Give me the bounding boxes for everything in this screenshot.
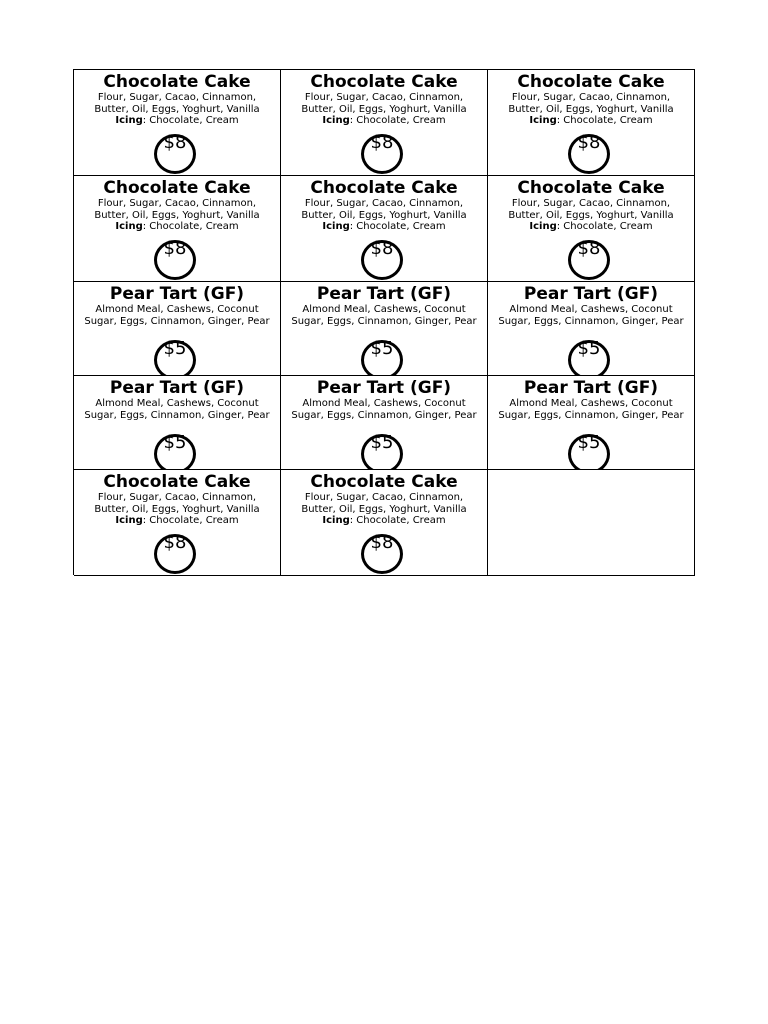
label-cell-chocolate-cake (74, 70, 281, 175)
icing-label: Icing (115, 115, 143, 126)
label-cell-chocolate-cake (74, 470, 281, 575)
price-text: $5 (577, 432, 601, 453)
icing-value: : Chocolate, Cream (349, 115, 446, 126)
product-title: Chocolate Cake (517, 72, 665, 92)
ingredients-line: Flour, Sugar, Cacao, Cinnamon, (511, 198, 671, 209)
price-text: $8 (370, 532, 394, 553)
icing-label: Icing (529, 115, 557, 126)
price-circle (361, 340, 403, 375)
icing-label: Icing (322, 221, 350, 232)
label-cell-pear-tart (488, 376, 695, 469)
price-circle (154, 240, 196, 280)
label-cell-pear-tart (281, 376, 488, 469)
icing-line (488, 221, 694, 233)
ingredients-line: Butter, Oil, Eggs, Yoghurt, Vanilla (508, 103, 674, 115)
ingredients-line: Flour, Sugar, Cacao, Cinnamon, (304, 198, 464, 209)
product-title: Pear Tart (GF) (316, 284, 452, 304)
ingredients-line: Almond Meal, Cashews, Coconut (509, 398, 673, 409)
price-circle (568, 434, 610, 469)
product-title: Pear Tart (GF) (523, 378, 659, 398)
icing-label: Icing (115, 221, 143, 232)
price-circle (154, 534, 196, 574)
label-cell-chocolate-cake (74, 176, 281, 281)
label-row (74, 176, 695, 282)
icing-line (74, 115, 280, 127)
label-cell-chocolate-cake (281, 70, 488, 175)
ingredients-line: Flour, Sugar, Cacao, Cinnamon, (511, 92, 671, 103)
price-circle (154, 134, 196, 174)
label-sheet (73, 69, 695, 575)
icing-value: : Chocolate, Cream (349, 515, 446, 526)
icing-value: : Chocolate, Cream (142, 115, 239, 126)
icing-label: Icing (115, 515, 143, 526)
price-circle (361, 534, 403, 574)
icing-line (281, 515, 487, 527)
label-cell-chocolate-cake (488, 176, 695, 281)
ingredients-line: Butter, Oil, Eggs, Yoghurt, Vanilla (301, 209, 467, 221)
label-row (74, 282, 695, 376)
price-circle (361, 434, 403, 469)
label-row (74, 376, 695, 470)
ingredients-line: Almond Meal, Cashews, Coconut (302, 304, 466, 315)
label-cell-chocolate-cake (281, 470, 488, 575)
ingredients-line: Sugar, Eggs, Cinnamon, Ginger, Pear (498, 409, 684, 421)
price-text: $5 (370, 432, 394, 453)
product-title: Pear Tart (GF) (316, 378, 452, 398)
product-title: Chocolate Cake (310, 472, 458, 492)
price-text: $8 (370, 132, 394, 153)
product-title: Pear Tart (GF) (523, 284, 659, 304)
ingredients-line: Flour, Sugar, Cacao, Cinnamon, (304, 492, 464, 503)
price-circle (361, 134, 403, 174)
icing-line (281, 115, 487, 127)
price-text: $5 (163, 432, 187, 453)
label-cell-chocolate-cake (281, 176, 488, 281)
product-title: Chocolate Cake (517, 178, 665, 198)
icing-line (74, 515, 280, 527)
ingredients-line: Almond Meal, Cashews, Coconut (509, 304, 673, 315)
price-text: $5 (163, 338, 187, 359)
product-title: Chocolate Cake (103, 472, 251, 492)
icing-value: : Chocolate, Cream (349, 221, 446, 232)
ingredients-line: Sugar, Eggs, Cinnamon, Ginger, Pear (291, 409, 477, 421)
icing-label: Icing (322, 515, 350, 526)
ingredients-line: Sugar, Eggs, Cinnamon, Ginger, Pear (84, 315, 270, 327)
price-text: $8 (163, 532, 187, 553)
price-circle (361, 240, 403, 280)
icing-value: : Chocolate, Cream (556, 221, 653, 232)
product-title: Pear Tart (GF) (109, 284, 245, 304)
ingredients-line: Sugar, Eggs, Cinnamon, Ginger, Pear (291, 315, 477, 327)
product-title: Pear Tart (GF) (109, 378, 245, 398)
ingredients-line: Butter, Oil, Eggs, Yoghurt, Vanilla (301, 103, 467, 115)
label-cell-pear-tart (488, 282, 695, 375)
price-circle (568, 134, 610, 174)
icing-line (488, 115, 694, 127)
price-circle (154, 434, 196, 469)
label-row (74, 70, 695, 176)
ingredients-line: Butter, Oil, Eggs, Yoghurt, Vanilla (94, 209, 260, 221)
ingredients-line: Sugar, Eggs, Cinnamon, Ginger, Pear (498, 315, 684, 327)
icing-line (281, 221, 487, 233)
ingredients-line: Butter, Oil, Eggs, Yoghurt, Vanilla (94, 503, 260, 515)
ingredients-line: Butter, Oil, Eggs, Yoghurt, Vanilla (94, 103, 260, 115)
price-text: $8 (163, 132, 187, 153)
ingredients-line: Flour, Sugar, Cacao, Cinnamon, (97, 198, 257, 209)
ingredients-line: Sugar, Eggs, Cinnamon, Ginger, Pear (84, 409, 270, 421)
ingredients-line: Almond Meal, Cashews, Coconut (95, 304, 259, 315)
icing-value: : Chocolate, Cream (142, 515, 239, 526)
icing-value: : Chocolate, Cream (142, 221, 239, 232)
price-circle (568, 340, 610, 375)
icing-label: Icing (529, 221, 557, 232)
price-text: $5 (577, 338, 601, 359)
price-text: $8 (163, 238, 187, 259)
price-text: $5 (370, 338, 394, 359)
ingredients-line: Flour, Sugar, Cacao, Cinnamon, (304, 92, 464, 103)
ingredients-line: Butter, Oil, Eggs, Yoghurt, Vanilla (301, 503, 467, 515)
label-cell-pear-tart (74, 376, 281, 469)
label-cell-chocolate-cake (488, 70, 695, 175)
product-title: Chocolate Cake (310, 178, 458, 198)
ingredients-line: Almond Meal, Cashews, Coconut (302, 398, 466, 409)
product-title: Chocolate Cake (103, 72, 251, 92)
price-circle (154, 340, 196, 375)
price-text: $8 (577, 132, 601, 153)
label-row (74, 470, 695, 576)
price-text: $8 (577, 238, 601, 259)
product-title: Chocolate Cake (103, 178, 251, 198)
label-cell-empty (488, 470, 695, 575)
ingredients-line: Flour, Sugar, Cacao, Cinnamon, (97, 492, 257, 503)
ingredients-line: Almond Meal, Cashews, Coconut (95, 398, 259, 409)
label-cell-pear-tart (74, 282, 281, 375)
ingredients-line: Flour, Sugar, Cacao, Cinnamon, (97, 92, 257, 103)
label-cell-pear-tart (281, 282, 488, 375)
price-text: $8 (370, 238, 394, 259)
icing-line (74, 221, 280, 233)
product-title: Chocolate Cake (310, 72, 458, 92)
icing-label: Icing (322, 115, 350, 126)
icing-value: : Chocolate, Cream (556, 115, 653, 126)
price-circle (568, 240, 610, 280)
ingredients-line: Butter, Oil, Eggs, Yoghurt, Vanilla (508, 209, 674, 221)
